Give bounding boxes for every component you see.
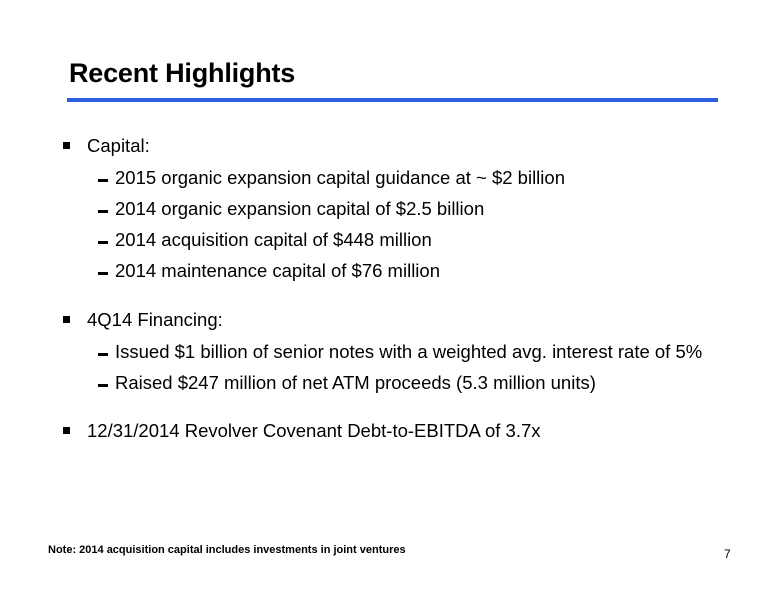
bullet-label: 12/31/2014 Revolver Covenant Debt-to-EBITDA of 3.7x: [87, 420, 541, 441]
dash-bullet-icon: [98, 241, 108, 244]
sub-bullet-text: 2014 maintenance capital of $76 million: [115, 260, 440, 281]
square-bullet-icon: [63, 142, 70, 149]
slide-title: Recent Highlights: [69, 58, 296, 88]
dash-bullet-icon: [98, 353, 108, 356]
dash-bullet-icon: [98, 384, 108, 387]
sub-bullet-text: Issued $1 billion of senior notes with a weighted avg. interest rate of 5%: [115, 341, 703, 362]
bullet-label: 4Q14 Financing:: [87, 309, 223, 330]
square-bullet-icon: [63, 316, 70, 323]
sub-bullet-text: 2014 acquisition capital of $448 million: [115, 229, 432, 250]
bullet-label: Capital:: [87, 135, 150, 156]
sub-bullet-text: Raised $247 million of net ATM proceeds (5.3 million units): [115, 372, 596, 393]
sub-bullet-text: 2015 organic expansion capital guidance at ~ $2 billion: [115, 167, 565, 188]
footnote: Note: 2014 acquisition capital includes investments in joint ventures: [48, 544, 406, 556]
sub-bullet-text: 2014 organic expansion capital of $2.5 billion: [115, 198, 485, 219]
dash-bullet-icon: [98, 210, 108, 213]
dash-bullet-icon: [98, 272, 108, 275]
dash-bullet-icon: [98, 179, 108, 182]
square-bullet-icon: [63, 427, 70, 434]
page-number: 7: [724, 547, 731, 561]
title-underline: [67, 98, 718, 102]
